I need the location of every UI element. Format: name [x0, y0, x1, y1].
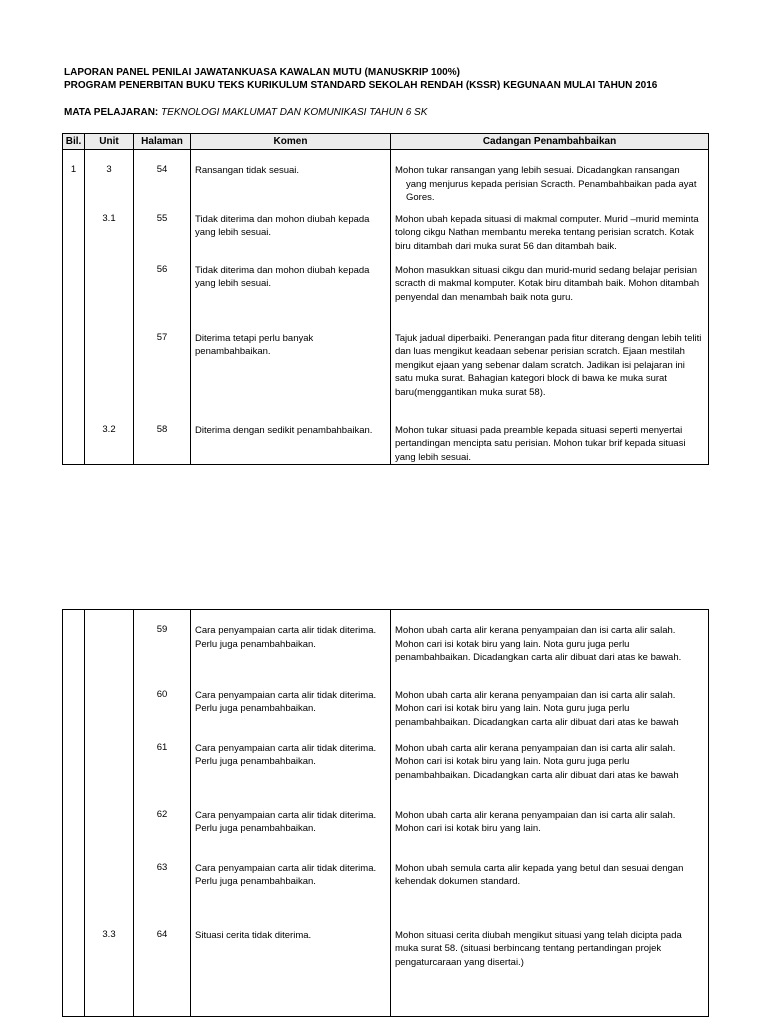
cell-unit: 3.3 [85, 921, 134, 1017]
cell-cadangan: Mohon ubah carta alir kerana penyampaian dan isi carta alir salah. Mohon cari isi kotak biru yang lain. Nota guru juga perlu penambahbaikan. Dicadangkan carta alir dibuat dari atas ke bawah [391, 681, 709, 734]
review-table-part2 [62, 609, 709, 1017]
table-row [63, 420, 709, 465]
cell-bil [63, 260, 85, 328]
table-row [63, 921, 709, 1017]
cell-cadangan: Mohon ubah carta alir kerana penyampaian dan isi carta alir salah. Mohon cari isi kotak biru yang lain. Nota guru juga perlu penambahbaikan. Dicadangkan carta alir dibuat dari atas ke bawah [391, 734, 709, 801]
cell-unit [85, 328, 134, 420]
cell-komen: Cara penyampaian carta alir tidak diterima. Perlu juga penambahbaikan. [191, 681, 391, 734]
cell-halaman: 64 [134, 921, 191, 1017]
cell-bil [63, 854, 85, 921]
cell-halaman: 63 [134, 854, 191, 921]
table-row [63, 328, 709, 420]
program-title: PROGRAM PENERBITAN BUKU TEKS KURIKULUM STANDARD SEKOLAH RENDAH (KSSR) KEGUNAAN MULAI TAHUN 2016 [64, 80, 658, 91]
cadangan-hanging-lines: yang menjurus kepada perisian Scracth. Penambahbaikan pada ayat Gores. [406, 178, 697, 203]
cell-unit: 3 [85, 150, 134, 208]
cell-bil [63, 208, 85, 260]
cell-komen: Diterima dengan sedikit penambahbaikan. [191, 420, 391, 465]
cell-unit [85, 854, 134, 921]
review-table-part1 [62, 133, 709, 465]
cell-cadangan [391, 150, 709, 208]
cell-komen: Ransangan tidak sesuai. [191, 150, 391, 208]
cell-cadangan: Mohon ubah semula carta alir kepada yang betul dan sesuai dengan kehendak dokumen standard. [391, 854, 709, 921]
report-title: LAPORAN PANEL PENILAI JAWATANKUASA KAWALAN MUTU (MANUSKRIP 100%) [64, 67, 460, 78]
cell-unit [85, 610, 134, 681]
col-komen: Komen [191, 134, 391, 150]
cell-komen: Tidak diterima dan mohon diubah kepada yang lebih sesuai. [191, 208, 391, 260]
cell-komen: Cara penyampaian carta alir tidak diterima. Perlu juga penambahbaikan. [191, 734, 391, 801]
cell-cadangan: Mohon ubah carta alir kerana penyampaian dan isi carta alir salah. Mohon cari isi kotak biru yang lain. [391, 801, 709, 854]
cell-bil [63, 921, 85, 1017]
cell-komen: Tidak diterima dan mohon diubah kepada yang lebih sesuai. [191, 260, 391, 328]
cell-unit: 3.1 [85, 208, 134, 260]
cell-halaman: 59 [134, 610, 191, 681]
col-unit: Unit [85, 134, 134, 150]
table-row [63, 734, 709, 801]
cell-unit [85, 260, 134, 328]
cell-cadangan: Mohon ubah kepada situasi di makmal computer. Murid –murid meminta tolong cikgu Nathan membantu mereka tentang perisian scratch. Kotak biru ditambah dari muka surat 56 dan ditambah baik. [391, 208, 709, 260]
table-row [63, 801, 709, 854]
cell-halaman: 57 [134, 328, 191, 420]
cell-unit [85, 734, 134, 801]
cell-halaman: 60 [134, 681, 191, 734]
subject-value: TEKNOLOGI MAKLUMAT DAN KOMUNIKASI TAHUN 6 SK [161, 107, 428, 118]
col-cadangan: Cadangan Penambahbaikan [391, 134, 709, 150]
cell-komen: Cara penyampaian carta alir tidak diterima. Perlu juga penambahbaikan. [191, 854, 391, 921]
subject-line [64, 107, 427, 118]
cell-cadangan: Tajuk jadual diperbaiki. Penerangan pada fitur diterang dengan lebih teliti dan luas mengikut keadaan sebenar perisian scratch. Ejaan mestilah mengikut ejaan yang sebenar dalam scratch. Jadikan isi pelajaran ini satu muka surat. Bahagian kategori block di bawa ke muka surat baru(menggantikan muka surat 58). [391, 328, 709, 420]
cadangan-first-line: Mohon tukar ransangan yang lebih sesuai. Dicadangkan ransangan [395, 165, 680, 176]
cell-unit [85, 801, 134, 854]
cell-cadangan: Mohon situasi cerita diubah mengikut situasi yang telah dicipta pada muka surat 58. (situasi berbincang tentang pertandingan projek pengaturcaraan yang disertai.) [391, 921, 709, 1017]
cell-bil [63, 328, 85, 420]
col-bil: Bil. [63, 134, 85, 150]
cell-halaman: 61 [134, 734, 191, 801]
cell-cadangan: Mohon masukkan situasi cikgu dan murid-murid sedang belajar perisian scracth di makmal komputer. Kotak biru ditambah baik. Mohon ditambah penyendal dan menambah baik nota guru. [391, 260, 709, 328]
cell-komen: Diterima tetapi perlu banyak penambahbaikan. [191, 328, 391, 420]
cell-komen: Cara penyampaian carta alir tidak diterima. Perlu juga penambahbaikan. [191, 610, 391, 681]
cell-bil [63, 681, 85, 734]
subject-label: MATA PELAJARAN: [64, 107, 159, 118]
table-row [63, 610, 709, 681]
cell-halaman: 58 [134, 420, 191, 465]
table-header-row [63, 134, 709, 150]
cell-unit [85, 681, 134, 734]
cell-bil [63, 801, 85, 854]
cell-bil [63, 734, 85, 801]
cell-halaman: 54 [134, 150, 191, 208]
cell-bil: 1 [63, 150, 85, 208]
table-row [63, 208, 709, 260]
cell-komen: Cara penyampaian carta alir tidak diterima. Perlu juga penambahbaikan. [191, 801, 391, 854]
table-row [63, 854, 709, 921]
cell-halaman: 62 [134, 801, 191, 854]
table-row [63, 260, 709, 328]
cell-halaman: 55 [134, 208, 191, 260]
cell-bil [63, 420, 85, 465]
table-row [63, 150, 709, 208]
col-halaman: Halaman [134, 134, 191, 150]
cell-cadangan: Mohon tukar situasi pada preamble kepada situasi seperti menyertai pertandingan mencipta satu perisian. Mohon tukar brif kepada situasi yang lebih sesuai. [391, 420, 709, 465]
cell-cadangan: Mohon ubah carta alir kerana penyampaian dan isi carta alir salah. Mohon cari isi kotak biru yang lain. Nota guru juga perlu penambahbaikan. Dicadangkan carta alir dibuat dari atas ke bawah. [391, 610, 709, 681]
cell-bil [63, 610, 85, 681]
cell-komen: Situasi cerita tidak diterima. [191, 921, 391, 1017]
cell-halaman: 56 [134, 260, 191, 328]
table-row [63, 681, 709, 734]
cell-unit: 3.2 [85, 420, 134, 465]
